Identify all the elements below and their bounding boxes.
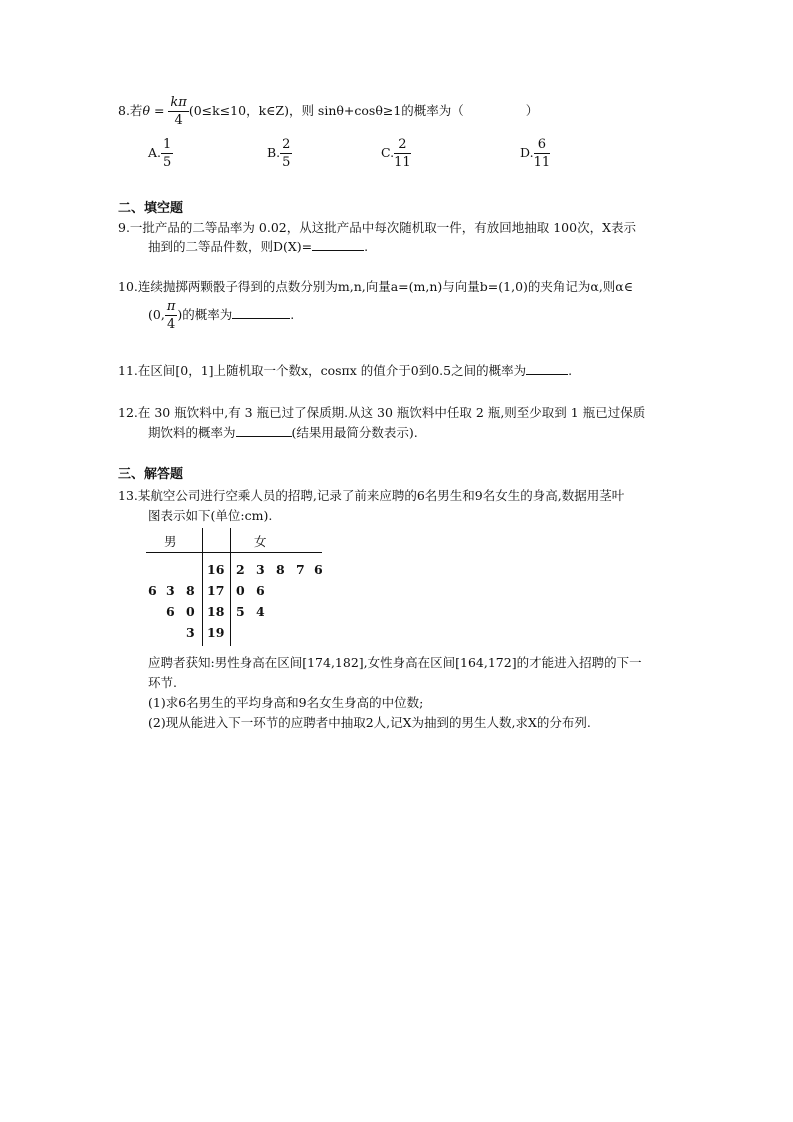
question-13-info2: 环节. xyxy=(148,675,177,690)
q8-eq: = xyxy=(149,103,169,118)
question-9-line2: 抽到的二等品件数，则D(X)= . xyxy=(148,239,369,254)
option-c-fraction: $\frac{2}{11}$ xyxy=(394,137,411,170)
question-8 xyxy=(118,96,538,127)
stem: 16 xyxy=(207,562,225,577)
q8-frac-den: 4 xyxy=(174,113,183,128)
question-12-line1: 12.在 30 瓶饮料中,有 3 瓶已过了保质期.从这 30 瓶饮料中任取 2 瓶,则至少取到 1 瓶已过保质 xyxy=(118,405,646,420)
q8-theta: θ xyxy=(142,103,150,118)
stem: 18 xyxy=(207,604,225,619)
q8-option-a: A. $\frac{1}{5}$ xyxy=(148,137,172,170)
section-solutions: 三、解答题 xyxy=(118,467,184,482)
leaf: 8 xyxy=(276,562,285,577)
leaf: 3 xyxy=(256,562,265,577)
leaf: 2 xyxy=(236,562,245,577)
question-13-line2: 图表示如下(单位:cm). xyxy=(148,508,273,523)
section-fill-in: 二、填空题 xyxy=(118,201,184,216)
q11-answer-blank[interactable] xyxy=(526,362,568,375)
question-13-part2: (2)现从能进入下一环节的应聘者中抽取2人,记X为抽到的男生人数,求X的分布列. xyxy=(148,715,591,730)
stem: 17 xyxy=(207,583,225,598)
table-top-rule xyxy=(146,552,322,553)
leaf: 7 xyxy=(296,562,305,577)
q8-option-b: B. $\frac{2}{5}$ xyxy=(267,137,291,170)
option-a-fraction: $\frac{1}{5}$ xyxy=(163,137,172,170)
question-13-part1: (1)求6名男生的平均身高和9名女生身高的中位数; xyxy=(148,695,424,710)
q8-close: ） xyxy=(525,103,539,118)
leaf: 4 xyxy=(256,604,265,619)
question-11: 11.在区间[0，1]上随机取一个数x，cosπx 的值介于0到0.5之间的概率为 . xyxy=(118,363,573,378)
q10-answer-blank[interactable] xyxy=(232,306,290,319)
leaf: 0 xyxy=(186,604,195,619)
leaf: 6 xyxy=(148,583,157,598)
stem-right-rule xyxy=(230,528,231,646)
q8-fraction xyxy=(168,96,188,127)
leaf: 6 xyxy=(166,604,175,619)
leaf: 6 xyxy=(256,583,265,598)
q9-answer-blank[interactable] xyxy=(312,238,364,251)
stem-left-rule xyxy=(202,528,203,646)
question-13-info1: 应聘者获知:男性身高在区间[174,182],女性身高在区间[164,172]的才能进入招聘的下一 xyxy=(148,655,642,670)
option-d-fraction: $\frac{6}{11}$ xyxy=(533,137,551,170)
question-10-line2: (0, $\frac{\pi}{4}$ )的概率为 . xyxy=(148,299,295,332)
question-13-line1: 13.某航空公司进行空乘人员的招聘,记录了前来应聘的6名男生和9名女生的身高,数据用茎叶 xyxy=(118,488,625,503)
q8-frac-num: kπ xyxy=(170,95,187,110)
leaf: 3 xyxy=(166,583,175,598)
stem: 19 xyxy=(207,625,225,640)
q8-option-d: D. $\frac{6}{11}$ xyxy=(520,137,551,170)
question-12-line2: 期饮料的概率为 (结果用最简分数表示). xyxy=(148,425,418,440)
question-9-line1: 9.一批产品的二等品率为 0.02，从这批产品中每次随机取一件，有放回地抽取 100次，X表示 xyxy=(118,220,636,235)
stem-leaf-plot xyxy=(146,528,322,646)
leaf: 6 xyxy=(314,562,323,577)
leaf: 3 xyxy=(186,625,195,640)
leaf: 0 xyxy=(236,583,245,598)
leaf: 5 xyxy=(236,604,245,619)
q12-answer-blank[interactable] xyxy=(236,424,292,437)
q8-option-c: C. $\frac{2}{11}$ xyxy=(381,137,411,170)
leaf: 8 xyxy=(186,583,195,598)
q10-fraction: $\frac{\pi}{4}$ xyxy=(166,299,176,332)
male-header: 男 xyxy=(164,534,177,549)
q8-condition: (0≤k≤10，k∈Z)，则 sinθ+cosθ≥1的概率为（ xyxy=(188,103,464,118)
female-header: 女 xyxy=(254,534,267,549)
option-b-fraction: $\frac{2}{5}$ xyxy=(282,137,291,170)
q8-prefix: 8.若 xyxy=(118,103,143,118)
question-10-line1: 10.连续抛掷两颗骰子得到的点数分别为m,n,向量a=(m,n)与向量b=(1,0)的夹角记为α,则α∈ xyxy=(118,279,634,294)
